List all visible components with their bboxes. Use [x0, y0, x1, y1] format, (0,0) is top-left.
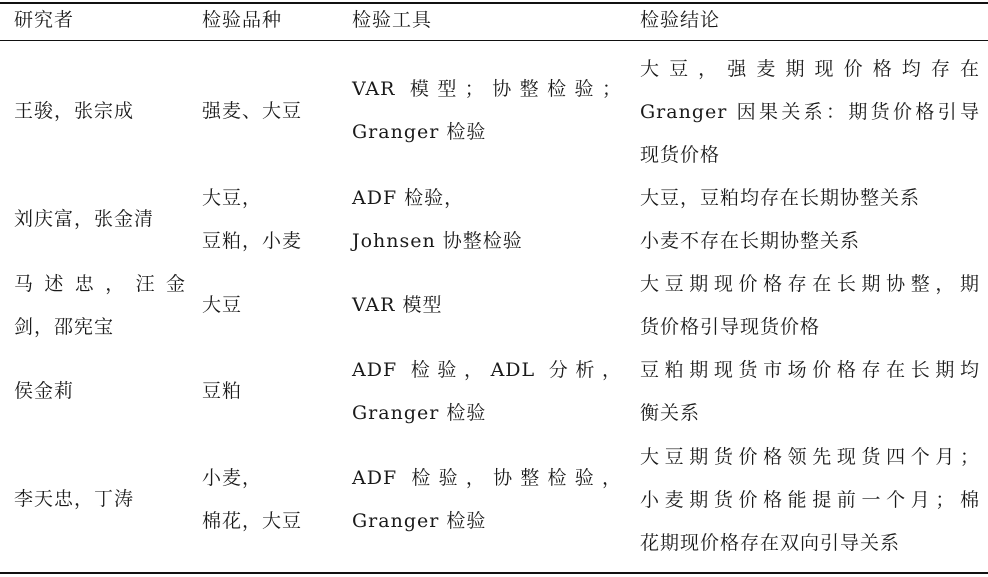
cell-line: ADF 检验，ADL 分析， [352, 359, 622, 381]
header-conclusion: 检验结论 [640, 9, 721, 31]
cell-line: VAR 模型；协整检验； [352, 78, 622, 100]
table-row-5-variety [202, 457, 342, 543]
table-row-5-tool [352, 457, 622, 543]
table-row-3-researcher [14, 263, 186, 349]
cell-line: 货价格引导现货价格 [640, 316, 821, 338]
table-row-1-researcher [14, 90, 186, 133]
table-row-1-conclusion [640, 48, 980, 177]
cell-line: ADF 检验，协整检验， [352, 467, 622, 489]
cell-line: 衡关系 [640, 402, 701, 424]
cell-line: Granger 检验 [352, 510, 487, 532]
table-header-rule [0, 40, 988, 41]
cell-line: Granger 检验 [352, 121, 487, 143]
table-row-2-researcher [14, 198, 186, 241]
cell-line: 侯金莉 [14, 380, 75, 402]
table-row-3-conclusion [640, 263, 980, 349]
header-tool: 检验工具 [352, 9, 433, 31]
table-row-4-variety [202, 370, 342, 413]
cell-line: 现货价格 [640, 144, 721, 166]
cell-line: 小麦不存在长期协整关系 [640, 230, 861, 252]
cell-line: VAR 模型 [352, 294, 443, 316]
cell-line: ADF 检验， [352, 187, 465, 209]
cell-line: 小麦， [202, 467, 263, 489]
table-row-4-tool [352, 349, 622, 435]
cell-line: Granger 因果关系：期货价格引导 [640, 101, 980, 123]
header-variety: 检验品种 [202, 9, 283, 31]
cell-line: Granger 检验 [352, 402, 487, 424]
table-row-2-variety [202, 177, 342, 263]
cell-line: 大豆 [202, 294, 243, 316]
cell-line: 豆粕，小麦 [202, 230, 303, 252]
cell-line: 李天忠，丁涛 [14, 488, 135, 510]
cell-line: 大豆期现价格存在长期协整，期 [640, 273, 980, 295]
header-researcher: 研究者 [14, 9, 75, 31]
table-row-1-tool [352, 68, 622, 154]
cell-line: 棉花，大豆 [202, 510, 303, 532]
table-row-3-variety [202, 284, 342, 327]
cell-line: 大豆，豆粕均存在长期协整关系 [640, 187, 921, 209]
cell-line: 豆粕期现货市场价格存在长期均 [640, 359, 980, 381]
table-row-5-conclusion [640, 436, 980, 565]
cell-line: 花期现价格存在双向引导关系 [640, 532, 901, 554]
cell-line: 王骏，张宗成 [14, 100, 135, 122]
table-row-5-researcher [14, 478, 186, 521]
cell-line: 剑，邵宪宝 [14, 316, 115, 338]
cell-line: 大豆，强麦期现价格均存在 [640, 58, 980, 80]
cell-line: 大豆期货价格领先现货四个月； [640, 446, 980, 468]
cell-line: Johnsen 协整检验 [352, 230, 523, 252]
table-row-2-tool [352, 177, 622, 263]
cell-line: 马述忠，汪金 [14, 273, 186, 295]
cell-line: 小麦期货价格能提前一个月；棉 [640, 489, 980, 511]
table-bottom-rule [0, 572, 988, 574]
table-row-2-conclusion [640, 177, 980, 263]
cell-line: 强麦、大豆 [202, 100, 303, 122]
cell-line: 刘庆富，张金清 [14, 208, 155, 230]
table-row-1-variety [202, 90, 342, 133]
cell-line: 大豆， [202, 187, 263, 209]
table-row-4-conclusion [640, 349, 980, 435]
table-row-4-researcher [14, 370, 186, 413]
table-row-3-tool [352, 284, 622, 327]
cell-line: 豆粕 [202, 380, 243, 402]
